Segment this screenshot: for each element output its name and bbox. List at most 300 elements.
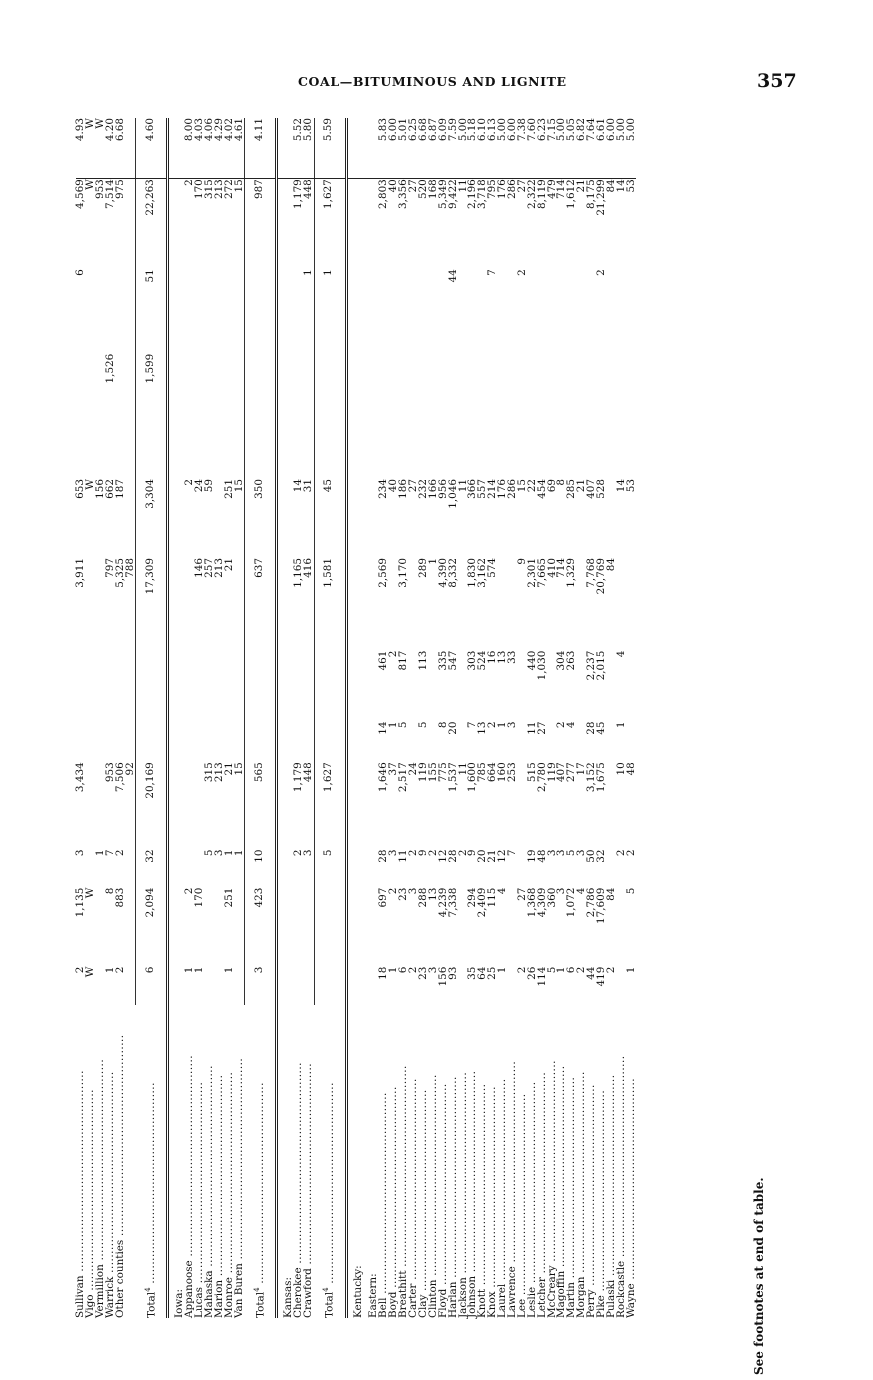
table-cell: 524 [476, 650, 489, 671]
table-cell: 214 [486, 479, 499, 499]
table-cell: 2 [113, 849, 126, 857]
table-cell: 44 [446, 269, 459, 283]
table-cell [294, 269, 304, 353]
row-label-text: Cherokee [292, 1267, 305, 1318]
table-cell: 637 [245, 558, 277, 651]
table-cell: 14 [614, 179, 627, 193]
table-cell: 21 [222, 762, 235, 776]
table-cell: 653 [74, 479, 87, 499]
table-cell: 257 [202, 558, 215, 578]
table-cell: 35 [466, 966, 479, 980]
table-cell: 294 [466, 887, 479, 908]
table-cell [314, 967, 346, 1005]
table-cell [168, 849, 185, 887]
table-cell [86, 651, 96, 722]
table-cell [96, 721, 106, 762]
table-cell: 27 [407, 479, 420, 493]
table-cell: 7,338 [446, 887, 459, 918]
table-cell [567, 354, 577, 479]
table-cell [314, 888, 346, 967]
table-cell: 9,422 [446, 179, 459, 209]
table-cell: 156 [93, 479, 106, 499]
table-cell: 4.02 [225, 118, 235, 179]
table-cell [215, 354, 225, 479]
table-cell [528, 354, 538, 479]
table-cell [304, 721, 314, 762]
table-cell: 1 [496, 721, 509, 729]
table-cell: 304 [555, 650, 568, 671]
table-cell: 5.00 [617, 118, 627, 179]
table-cell: 3 [301, 849, 314, 857]
table-cell: 7.59 [449, 118, 459, 179]
table-cell: 2 [594, 269, 607, 276]
table-cell: 2,409 [476, 887, 489, 918]
table-cell [294, 354, 304, 479]
table-cell: 176 [496, 479, 509, 499]
table-cell [617, 269, 627, 353]
table-cell [346, 651, 363, 722]
table-cell: 5 [545, 966, 558, 974]
table-cell: 51 [136, 269, 168, 353]
table-cell: W [83, 179, 96, 190]
table-cell [389, 269, 399, 353]
table-cell: 33 [505, 650, 518, 664]
table-cell: 15 [232, 762, 245, 776]
table-cell: 48 [624, 762, 637, 776]
table-cell: 4.60 [136, 118, 168, 179]
table-cell: 883 [113, 887, 126, 908]
table-cell: 7.15 [547, 118, 557, 179]
table-cell [277, 888, 294, 967]
table-cell [468, 269, 478, 353]
table-cell [277, 967, 294, 1005]
table-cell: 11 [456, 762, 469, 776]
table-cell [96, 269, 106, 353]
row-label [136, 1005, 168, 1318]
table-cell [379, 354, 389, 479]
table-cell [314, 651, 346, 722]
table-cell: 6.25 [409, 118, 419, 179]
table-cell [195, 721, 205, 762]
table-cell: 286 [505, 179, 518, 200]
table-cell: 5 [202, 849, 215, 857]
table-cell [125, 967, 135, 1005]
table-cell [195, 651, 205, 722]
table-cell: 21 [222, 558, 235, 572]
table-cell: 4,569 [74, 179, 87, 209]
table-cell: 1,627 [314, 179, 346, 270]
table-cell [399, 269, 409, 353]
table-cell [76, 721, 86, 762]
table-cell [215, 651, 225, 722]
table-cell: W [83, 479, 96, 490]
table-cell [567, 269, 577, 353]
table-cell: 40 [387, 179, 400, 193]
table-cell: 17 [575, 762, 588, 776]
table-cell: 7,768 [585, 558, 598, 588]
table-cell: 4.93 [76, 118, 86, 179]
table-cell: 14 [292, 479, 305, 493]
row-label-text: Total [254, 1291, 267, 1318]
table-cell: 28 [377, 849, 390, 863]
table-cell: 156 [436, 966, 449, 987]
row-label-text: Floyd [436, 1288, 449, 1318]
table-cell [136, 721, 168, 762]
table-cell: 69 [545, 479, 558, 493]
row-label-text: Crawford [302, 1268, 315, 1318]
table-cell [607, 354, 617, 479]
table-cell: 16 [486, 650, 499, 664]
table-cell: 953 [93, 179, 106, 200]
table-cell: 285 [565, 479, 578, 499]
table-cell [304, 967, 314, 1005]
table-cell [304, 888, 314, 967]
row-label-text: Monroe [222, 1277, 235, 1318]
table-cell: 25 [486, 966, 499, 980]
row-label-text: Jackson [456, 1277, 469, 1318]
row-label-text: Kansas: [282, 1276, 295, 1318]
table-cell: 22,263 [136, 179, 168, 270]
table-cell [538, 354, 548, 479]
table-cell [245, 269, 277, 353]
table-cell [225, 269, 235, 353]
table-row [627, 118, 637, 1318]
table-cell [617, 888, 627, 967]
row-label-text: Harlan [446, 1281, 459, 1318]
table-cell [125, 651, 135, 722]
table-cell [508, 558, 518, 651]
table-cell: 3,304 [136, 479, 168, 558]
table-cell [627, 269, 637, 353]
table-cell [346, 762, 363, 849]
table-cell: 448 [301, 179, 314, 200]
table-cell: 4 [565, 721, 578, 729]
table-cell [106, 269, 116, 353]
table-cell: 714 [555, 558, 568, 578]
table-cell [294, 721, 304, 762]
row-label-text: Warrick [103, 1276, 116, 1318]
table-cell: 528 [594, 479, 607, 499]
table-cell: 315 [202, 179, 215, 200]
table-cell: 5.83 [379, 118, 389, 179]
row-label-text: Clay [416, 1294, 429, 1318]
row-label-text: Lee [515, 1298, 528, 1318]
table-cell [294, 651, 304, 722]
table-cell: 953 [103, 762, 116, 783]
table-cell [168, 721, 185, 762]
table-cell: 20,169 [136, 762, 168, 849]
row-label [245, 1005, 277, 1318]
row-label-text: Vigo [83, 1294, 96, 1318]
table-cell [346, 269, 363, 353]
table-cell: 6.68 [419, 118, 429, 179]
table-cell: 1 [624, 966, 637, 974]
table-cell: 13 [476, 721, 489, 735]
table-cell: 11 [525, 721, 538, 735]
table-cell: 2 [426, 849, 439, 857]
table-cell [379, 269, 389, 353]
table-cell [76, 651, 86, 722]
table-cell [363, 269, 379, 353]
row-label [346, 1005, 363, 1318]
table-cell: 84 [604, 558, 617, 572]
table-cell: 53 [624, 179, 637, 193]
table-cell: 277 [565, 762, 578, 783]
table-cell: 5.00 [557, 118, 567, 179]
table-cell [304, 651, 314, 722]
table-cell [304, 354, 314, 479]
table-cell: 2 [113, 966, 126, 974]
table-cell: 113 [416, 650, 429, 671]
row-label-text: Knott [476, 1288, 489, 1318]
table-cell [277, 721, 294, 762]
table-cell: 366 [466, 479, 479, 499]
table-cell: 2 [555, 721, 568, 729]
table-cell: 20 [476, 849, 489, 863]
table-cell: 3,162 [476, 558, 489, 588]
table-cell: 817 [397, 650, 410, 671]
table-cell: 419 [594, 966, 607, 987]
table-cell: 5,349 [436, 179, 449, 209]
row-label [304, 1005, 314, 1318]
table-cell: 1,179 [292, 179, 305, 209]
row-label-text: Perry [585, 1289, 598, 1318]
table-cell: 2,803 [377, 179, 390, 209]
table-cell: 3 [555, 849, 568, 857]
table-cell: 795 [486, 179, 499, 200]
table-cell: 448 [301, 762, 314, 783]
table-cell: 1,830 [466, 558, 479, 588]
table-cell: 3 [575, 849, 588, 857]
row-label [314, 1005, 346, 1318]
table-cell: 10 [245, 849, 277, 887]
table-cell: 32 [136, 849, 168, 887]
table-cell: 1 [232, 849, 245, 857]
table-cell: 2 [387, 650, 400, 658]
row-label-text: Breathitt [397, 1270, 410, 1318]
table-cell [617, 354, 627, 479]
table-cell: 1,600 [466, 762, 479, 793]
table-cell: 1,135 [74, 887, 87, 918]
table-cell [225, 354, 235, 479]
table-cell [468, 354, 478, 479]
table-cell: 557 [476, 479, 489, 499]
table-cell [234, 967, 244, 1005]
table-cell: 2 [456, 849, 469, 857]
table-cell: 4.61 [234, 118, 244, 179]
table-cell: 8,332 [446, 558, 459, 588]
table-cell [557, 269, 567, 353]
table-cell: 9 [416, 849, 429, 857]
table-cell: 6 [74, 269, 87, 276]
table-cell: 15 [232, 479, 245, 493]
table-cell [508, 354, 518, 479]
table-cell: 23 [416, 966, 429, 980]
row-label-text: Laurel [496, 1283, 509, 1318]
table-cell: 289 [416, 558, 429, 578]
footnote-marker: 4 [322, 1287, 331, 1292]
table-cell [627, 558, 637, 651]
table-cell: 2 [74, 966, 87, 974]
table-cell [96, 888, 106, 967]
table-cell: 7.60 [528, 118, 538, 179]
table-cell: 788 [123, 558, 136, 578]
table-cell: 3,356 [397, 179, 410, 209]
row-label-text: Pike [594, 1295, 607, 1318]
row-label-text: Martin [565, 1282, 578, 1318]
table-cell: 6.09 [439, 118, 449, 179]
table-cell [234, 269, 244, 353]
table-cell: 2,094 [136, 888, 168, 967]
table-cell: 3 [212, 849, 225, 857]
table-cell: 7,506 [113, 762, 126, 793]
table-cell [607, 651, 617, 722]
row-label-text: Van Buren [232, 1263, 245, 1318]
table-cell: 48 [535, 849, 548, 863]
table-cell: 2 [407, 849, 420, 857]
table-cell [185, 762, 195, 849]
table-cell [168, 888, 185, 967]
table-cell: 360 [545, 887, 558, 908]
table-cell: 45 [594, 721, 607, 735]
table-cell: 1,072 [565, 887, 578, 918]
table-cell: 7.38 [518, 118, 528, 179]
table-cell: 4 [614, 650, 627, 658]
table-cell [168, 269, 185, 353]
table-cell: 1,646 [377, 762, 390, 793]
table-cell: 5 [397, 721, 410, 729]
table-cell [346, 967, 363, 1005]
table-cell [346, 179, 363, 270]
table-cell: 186 [397, 479, 410, 499]
table-cell: 7 [486, 269, 499, 276]
table-cell: 53 [624, 479, 637, 493]
table-cell [106, 721, 116, 762]
table-cell [518, 354, 528, 479]
table-cell: 664 [486, 762, 499, 783]
section-header-row [346, 118, 363, 1318]
table-cell [478, 354, 488, 479]
table-cell [234, 558, 244, 651]
table-cell: 8 [555, 479, 568, 486]
table-cell: 662 [103, 479, 116, 499]
table-cell: 5.52 [294, 118, 304, 179]
table-cell: 5.00 [458, 118, 468, 179]
table-cell: 253 [505, 762, 518, 783]
table-cell: 2,780 [535, 762, 548, 793]
table-cell [168, 354, 185, 479]
table-cell: W [83, 966, 96, 978]
table-cell [363, 354, 379, 479]
table-cell [86, 354, 96, 479]
table-cell [195, 354, 205, 479]
table-cell: 263 [565, 650, 578, 671]
row-label-text: Other counties [113, 1239, 126, 1318]
table-cell [185, 721, 195, 762]
table-cell: 4 [496, 887, 509, 895]
table-cell [125, 888, 135, 967]
table-cell: 6 [136, 967, 168, 1005]
table-cell: 176 [496, 179, 509, 200]
table-cell: 21 [575, 179, 588, 193]
table-cell: 1 [301, 269, 314, 276]
table-cell [205, 651, 215, 722]
table-cell: 7 [505, 849, 518, 857]
table-cell: 6.87 [429, 118, 439, 179]
table-cell [195, 269, 205, 353]
table-cell: 440 [525, 650, 538, 671]
table-cell: 423 [245, 888, 277, 967]
table-cell: 1 [496, 966, 509, 974]
table-cell: 1 [222, 849, 235, 857]
table-cell [346, 888, 363, 967]
table-cell [429, 269, 439, 353]
table-row [116, 118, 126, 1318]
table-cell: 64 [476, 966, 489, 980]
table-cell: 234 [377, 479, 390, 499]
table-cell [205, 354, 215, 479]
table-cell: 5.59 [314, 118, 346, 179]
table-cell [234, 354, 244, 479]
table-cell: 27 [407, 179, 420, 193]
table-cell [346, 721, 363, 762]
table-cell [409, 269, 419, 353]
table-cell [168, 479, 185, 558]
table-cell: 20,769 [594, 558, 607, 595]
table-cell [277, 354, 294, 479]
footnote-marker: 4 [252, 1287, 261, 1292]
table-cell [547, 354, 557, 479]
table-cell: 1 [555, 966, 568, 974]
table-cell: 15 [515, 479, 528, 493]
table-cell: 5 [565, 849, 578, 857]
table-cell: 2 [575, 966, 588, 974]
table-cell: 5.80 [304, 118, 314, 179]
table-cell: 4.06 [205, 118, 215, 179]
table-cell [478, 269, 488, 353]
table-cell [346, 354, 363, 479]
table-cell [538, 269, 548, 353]
table-cell: 2 [292, 849, 305, 857]
row-label-text: Lucas [192, 1287, 205, 1318]
table-cell: 13 [426, 887, 439, 901]
table-cell: 3 [387, 849, 400, 857]
table-cell [125, 269, 135, 353]
table-cell: W [86, 118, 96, 179]
table-cell: 2,322 [525, 179, 538, 209]
row-label-text: Bell [377, 1297, 390, 1318]
table-cell: 27 [535, 721, 548, 735]
table-cell: 213 [212, 179, 225, 200]
table-cell: 26 [525, 966, 538, 980]
table-cell: 114 [535, 966, 548, 987]
table-cell: 2 [486, 721, 499, 729]
table-cell: 232 [416, 479, 429, 499]
table-cell [168, 651, 185, 722]
table-cell [627, 721, 637, 762]
table-cell [116, 354, 126, 479]
table-cell [587, 269, 597, 353]
row-label-text: Lawrence [505, 1266, 518, 1318]
row-label-text: Mahaska [202, 1270, 215, 1318]
table-cell [168, 762, 185, 849]
table-cell: 7 [103, 849, 116, 857]
table-cell [346, 558, 363, 651]
table-cell: 2,015 [594, 650, 607, 681]
table-cell: 2,237 [585, 650, 598, 681]
table-cell: 37 [387, 762, 400, 776]
table-cell: 14 [614, 479, 627, 493]
